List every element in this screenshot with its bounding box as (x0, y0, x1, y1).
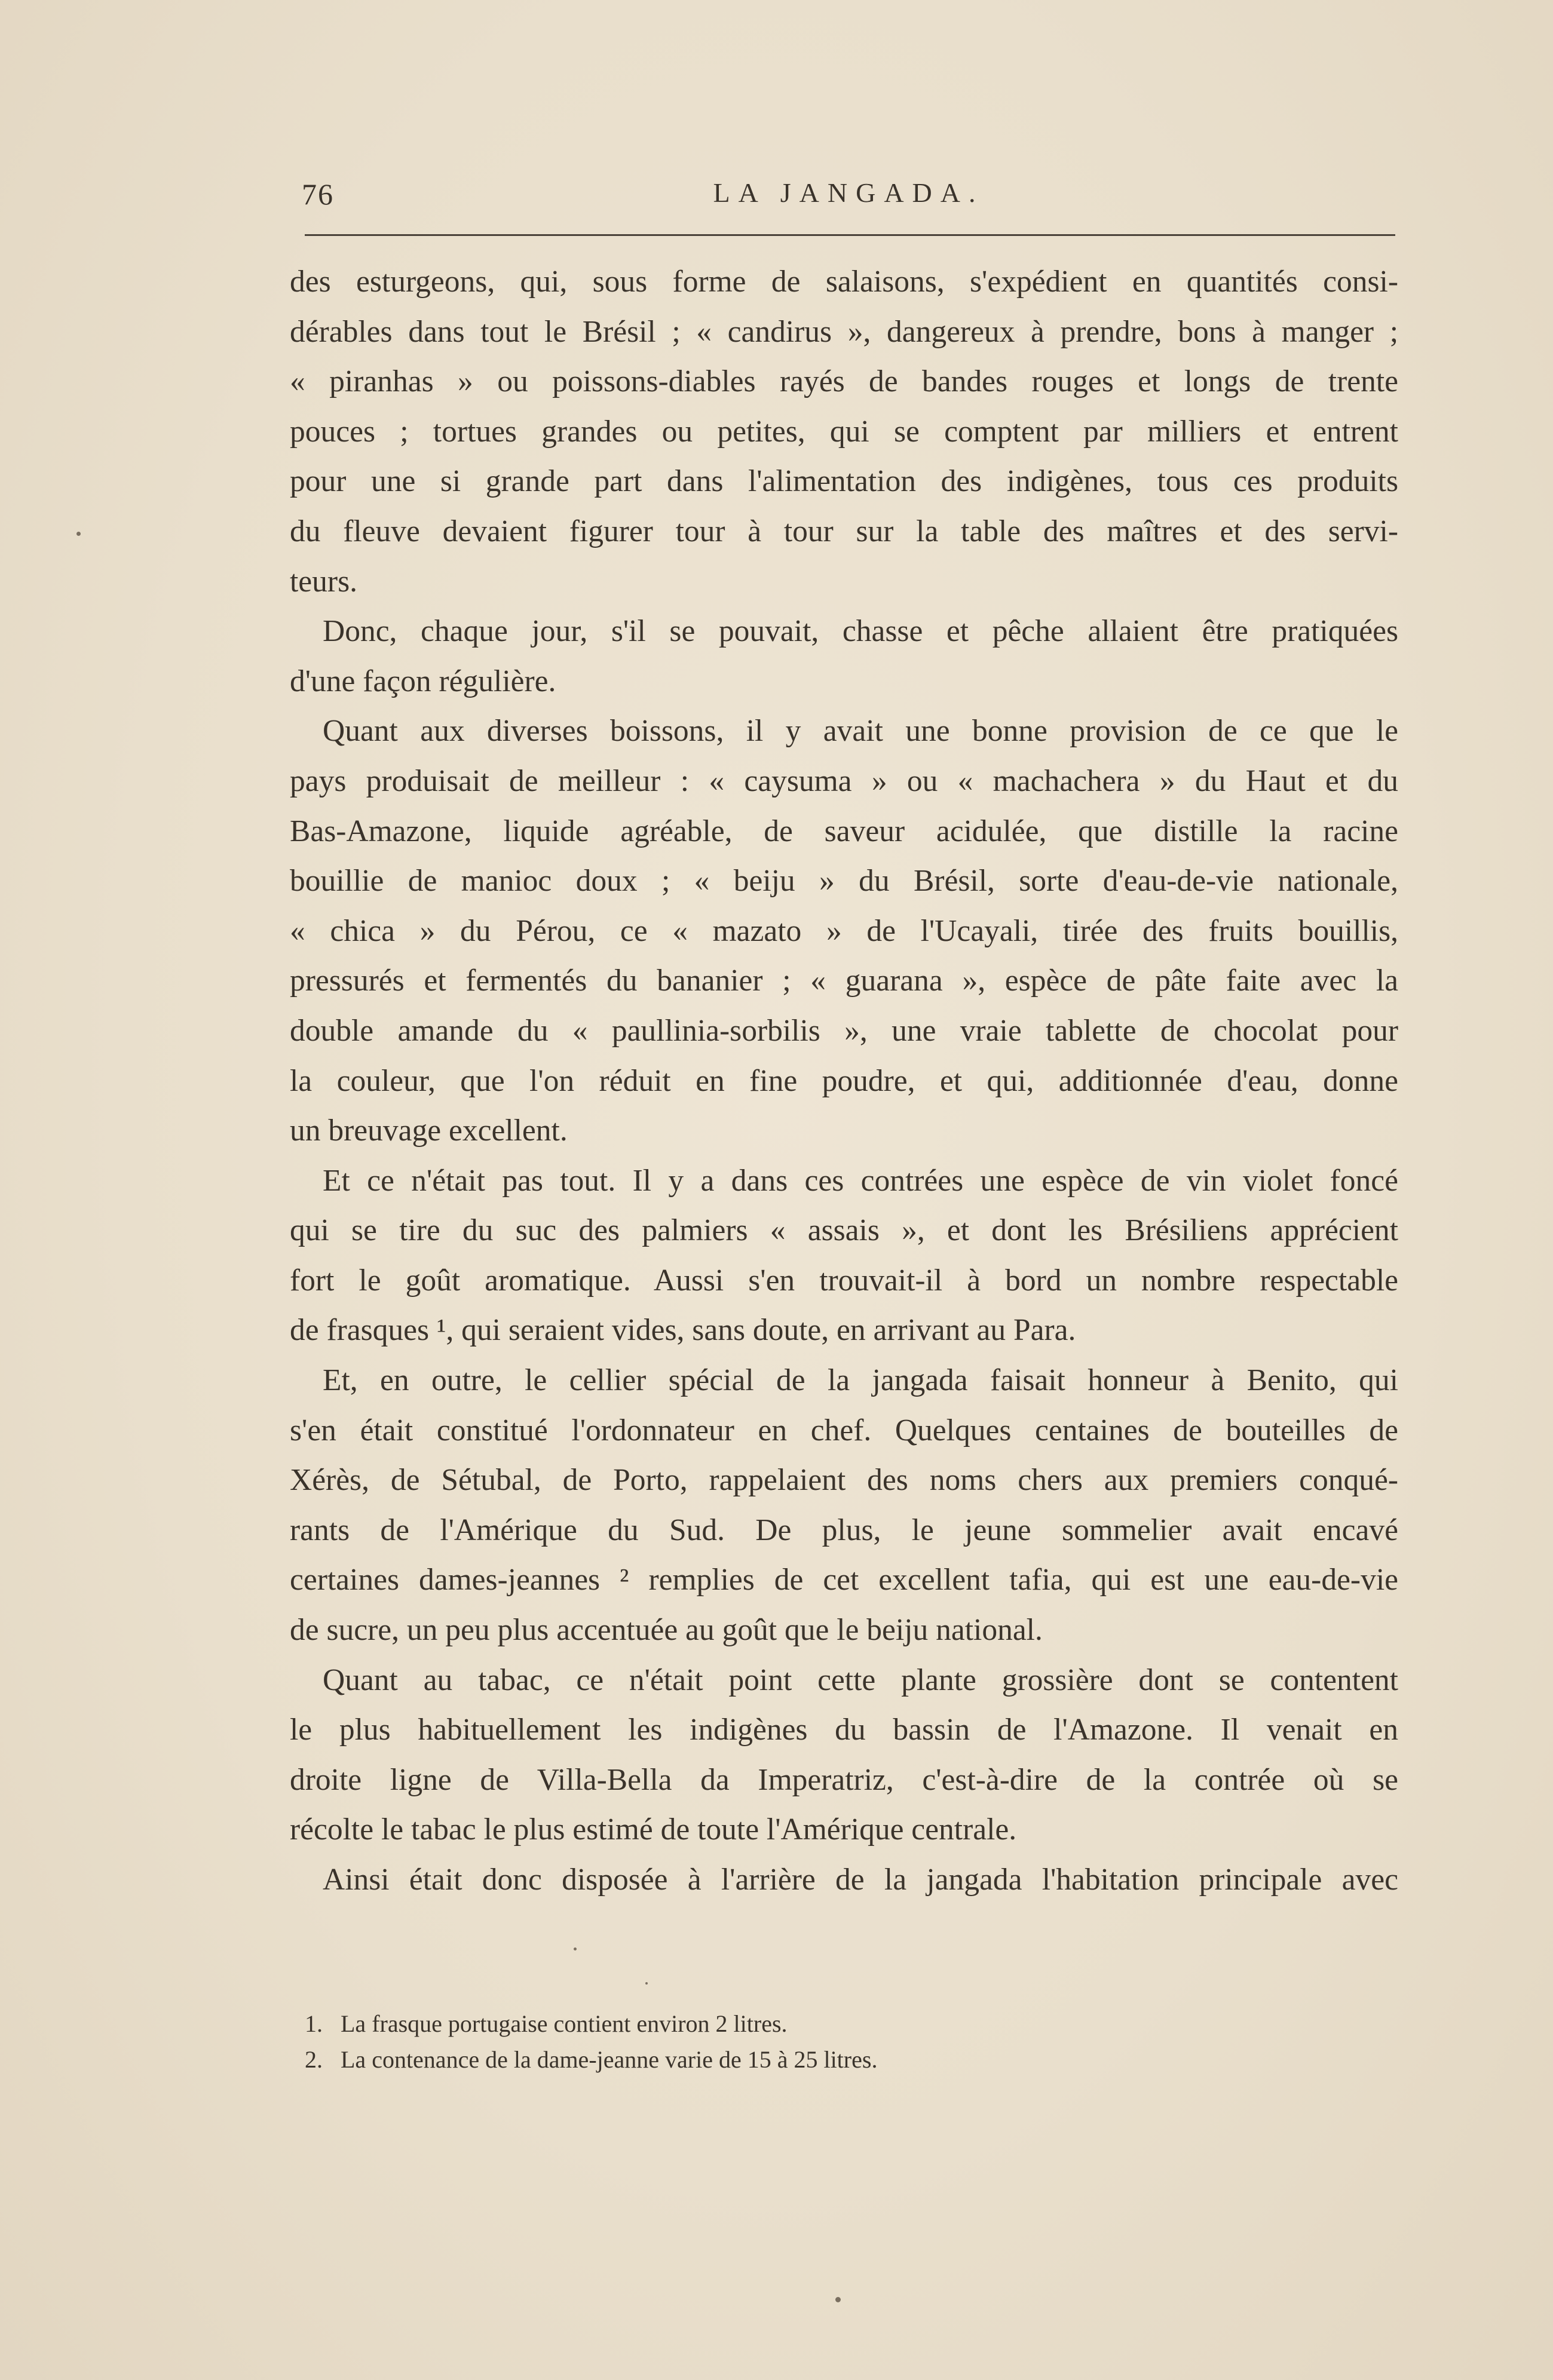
text-line: récolte le tabac le plus estimé de toute l'Amérique centrale. (290, 1812, 1017, 1847)
text-line: Ainsi était donc disposée à l'arrière de la jangada l'habitation principale avec (323, 1863, 1398, 1897)
footnote-text: La frasque portugaise contient environ 2 litres. (341, 2010, 788, 2037)
text-line: qui se tire du suc des palmiers « assais », et dont les Brésiliens apprécient (290, 1213, 1398, 1248)
page-number: 76 (302, 177, 334, 211)
text-line: certaines dames-jeannes ² remplies de cet excellent tafia, qui est une eau-de-vie (290, 1563, 1398, 1597)
text-line: double amande du « paullinia-sorbilis », une vraie tablette de chocolat pour (290, 1013, 1398, 1048)
body-text (290, 257, 1398, 1905)
paper-speck (574, 1947, 577, 1950)
footnote-number: 1. (305, 2010, 323, 2037)
paper-speck (76, 532, 81, 536)
text-line: dérables dans tout le Brésil ; « candirus », dangereux à prendre, bons à manger ; (290, 314, 1398, 349)
text-line: le plus habituellement les indigènes du bassin de l'Amazone. Il venait en (290, 1713, 1398, 1747)
text-line: pays produisait de meilleur : « caysuma » ou « machachera » du Haut et du (290, 763, 1398, 798)
text-line: Quant aux diverses boissons, il y avait une bonne provision de ce que le (323, 714, 1398, 749)
text-line: « chica » du Pérou, ce « mazato » de l'Ucayali, tirée des fruits bouillis, (290, 913, 1398, 948)
text-line: fort le goût aromatique. Aussi s'en trouvait-il à bord un nombre respectable (290, 1263, 1398, 1298)
text-line: d'une façon régulière. (290, 664, 556, 698)
text-line: Et ce n'était pas tout. Il y a dans ces contrées une espèce de vin violet foncé (323, 1163, 1398, 1198)
footnote (305, 2042, 1201, 2078)
header-rule (305, 234, 1395, 236)
text-line: la couleur, que l'on réduit en fine poudre, et qui, additionnée d'eau, donne (290, 1063, 1398, 1098)
text-line: Donc, chaque jour, s'il se pouvait, chasse et pêche allaient être pratiquées (323, 614, 1398, 649)
text-line: pressurés et fermentés du bananier ; « guarana », espèce de pâte faite avec la (290, 964, 1398, 998)
text-line: Bas-Amazone, liquide agréable, de saveur acidulée, que distille la racine (290, 814, 1398, 848)
text-line: Et, en outre, le cellier spécial de la jangada faisait honneur à Benito, qui (323, 1363, 1398, 1398)
footnote-number: 2. (305, 2046, 323, 2073)
text-line: droite ligne de Villa-Bella da Imperatriz, c'est-à-dire de la contrée où se (290, 1762, 1398, 1797)
text-line: bouillie de manioc doux ; « beiju » du Brésil, sorte d'eau-de-vie nationale, (290, 864, 1398, 898)
paper-speck (645, 1982, 648, 1985)
text-line: pouces ; tortues grandes ou petites, qui se comptent par milliers et entrent (290, 414, 1398, 449)
text-line: un breuvage excellent. (290, 1114, 568, 1148)
text-line: de sucre, un peu plus accentuée au goût que le beiju national. (290, 1613, 1043, 1648)
text-line: « piranhas » ou poissons-diables rayés de bandes rouges et longs de trente (290, 364, 1398, 399)
text-line: Quant au tabac, ce n'était point cette plante grossière dont se contentent (323, 1663, 1398, 1697)
running-title: LA JANGADA. (713, 177, 984, 208)
page-header (302, 173, 1395, 209)
footnotes (305, 2006, 1201, 2078)
text-line: du fleuve devaient figurer tour à tour sur la table des maîtres et des servi- (290, 514, 1398, 548)
text-line: rants de l'Amérique du Sud. De plus, le jeune sommelier avait encavé (290, 1513, 1398, 1547)
text-line: pour une si grande part dans l'alimentation des indigènes, tous ces produits (290, 464, 1398, 499)
text-line: teurs. (290, 564, 357, 599)
footnote (305, 2006, 1201, 2042)
text-line: Xérès, de Sétubal, de Porto, rappelaient des noms chers aux premiers conqué- (290, 1463, 1398, 1498)
text-line: de frasques ¹, qui seraient vides, sans doute, en arrivant au Para. (290, 1313, 1076, 1348)
text-line: s'en était constitué l'ordonnateur en chef. Quelques centaines de bouteilles de (290, 1413, 1398, 1447)
paper-speck (835, 2297, 841, 2302)
text-line: des esturgeons, qui, sous forme de salaisons, s'expédient en quantités consi- (290, 265, 1398, 299)
footnote-text: La contenance de la dame-jeanne varie de 15 à 25 litres. (341, 2046, 878, 2073)
